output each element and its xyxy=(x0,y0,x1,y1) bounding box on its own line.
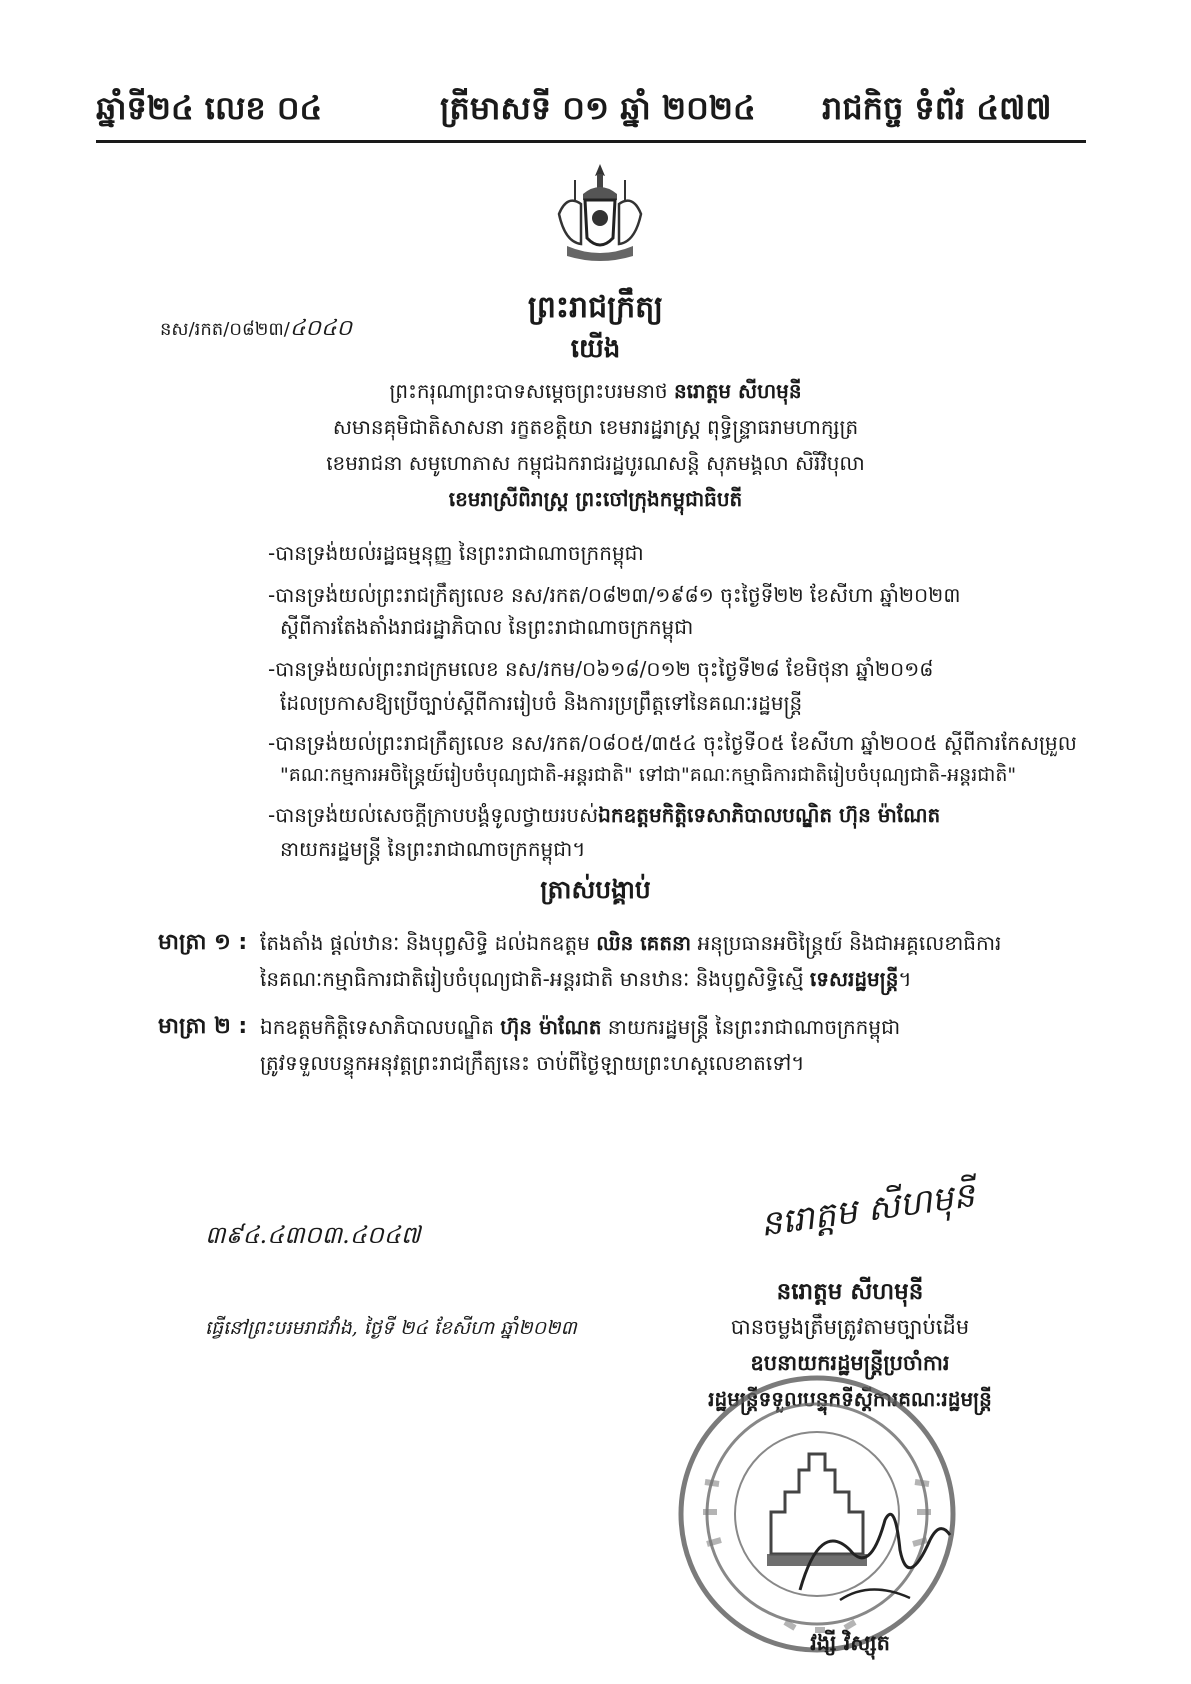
article-1-line-2-end: ។ xyxy=(898,967,912,991)
recital-pm-report xyxy=(268,802,940,832)
recital-constitution: -បានទ្រង់យល់រដ្ឋធម្មនុញ្ញ នៃព្រះរាជាណាចក្រកម្ពុជា xyxy=(268,541,644,565)
minister-title: រដ្ឋមន្ត្រីទទួលបន្ទុកទីស្តីការគណៈរដ្ឋមន្ត្រី xyxy=(708,1387,992,1411)
recital-law-2018: -បានទ្រង់យល់ព្រះរាជក្រមលេខ នស/រកម/០៦១៨/០១២ ចុះថ្ងៃទី២៨ ខែមិថុនា ឆ្នាំ២០១៨ xyxy=(268,657,934,681)
article-2-label: មាត្រា ២ : xyxy=(158,1014,248,1039)
header-divider xyxy=(96,140,1086,143)
place-and-date: ធ្វើនៅព្រះបរមរាជវាំង, ថ្ងៃទី ២៤ ខែសីហា ឆ្នាំ២០២៣ xyxy=(205,1317,577,1339)
appointee-name: ឈិន គេតនា xyxy=(596,931,692,955)
recital-decree-2005: -បានទ្រង់យល់ព្រះរាជក្រឹត្យលេខ នស/រកត/០៨០៥/៣៥៤ ចុះថ្ងៃទី០៥ ខែសីហា ឆ្នាំ២០០៥ ស្តីពីការកែសម្រួល xyxy=(268,731,1077,755)
gazette-page: រាជកិច្ច ទំព័រ ៤៧៧ xyxy=(822,89,1052,127)
recital-decree-1981-cont: ស្តីពីការតែងតាំងរាជរដ្ឋាភិបាល នៃព្រះរាជាណាចក្រកម្ពុជា xyxy=(280,615,694,639)
article-1-line-2 xyxy=(260,966,912,996)
article-1-line-1 xyxy=(260,930,1001,960)
article-2-text: ឯកឧត្តមកិត្តិទេសាភិបាលបណ្ឌិត xyxy=(260,1015,501,1039)
royal-we: យើង xyxy=(570,334,621,364)
recital-law-2018-cont: ដែលប្រកាសឱ្យប្រើច្បាប់ស្តីពីការរៀបចំ និងការប្រព្រឹត្តទៅនៃគណៈរដ្ឋមន្ត្រី xyxy=(280,691,803,715)
article-2-text-end: នាយករដ្ឋមន្ត្រី នៃព្រះរាជាណាចក្រកម្ពុជា xyxy=(601,1015,901,1039)
pm-name-bold: ឯកឧត្តមកិត្តិទេសាភិបាលបណ្ឌិត ហ៊ុន ម៉ាណែត xyxy=(598,803,941,827)
recital-pm-report-cont: នាយករដ្ឋមន្ត្រី នៃព្រះរាជាណាចក្រកម្ពុជា។ xyxy=(280,837,586,861)
royal-arms-emblem-icon xyxy=(545,160,655,270)
reference-printed: នស/រកត/០៨២៣/ xyxy=(160,319,290,340)
decree-title: ព្រះរាជក្រឹត្យ xyxy=(527,290,664,325)
recital-decree-1981: -បានទ្រង់យល់ព្រះរាជក្រឹត្យលេខ នស/រកត/០៨២៣/១៩៨១ ចុះថ្ងៃទី២២ ខែសីហា ឆ្នាំ២០២៣ xyxy=(268,583,961,607)
king-name: នរោត្តម សីហមុនី xyxy=(673,379,802,403)
recital-decree-2005-cont: "គណៈកម្មការអចិន្ត្រៃយ៍រៀបចំបុណ្យជាតិ-អន្តរជាតិ" ទៅជា"គណៈកម្មាធិការជាតិរៀបចំបុណ្យជាតិ-អន្តរជាតិ" xyxy=(280,764,1017,786)
certified-copy-line: បានចម្លងត្រឹមត្រូវតាមច្បាប់ដើម xyxy=(730,1315,970,1339)
article-1-text: តែងតាំង ផ្តល់ឋានៈ និងបុព្វសិទ្ធិ ដល់ឯកឧត្តម xyxy=(260,931,597,955)
deputy-pm-title: ឧបនាយករដ្ឋមន្ត្រីប្រចាំការ xyxy=(750,1351,950,1375)
article-2-label-wrap xyxy=(158,1012,247,1044)
article-2-line-2: ត្រូវទទួលបន្ទុកអនុវត្តព្រះរាជក្រឹត្យនេះ ចាប់ពីថ្ងៃឡាយព្រះហស្តលេខាតទៅ។ xyxy=(260,1051,805,1075)
royal-name: នរោត្តម សីហមុនី xyxy=(776,1279,924,1305)
minister-signature-icon xyxy=(780,1480,960,1620)
rank-title: ទេសរដ្ឋមន្ត្រី xyxy=(809,967,899,991)
article-1-line-2-text: នៃគណៈកម្មាធិការជាតិរៀបចំបុណ្យជាតិ-អន្តរជាតិ មានឋានៈ និងបុព្វសិទ្ធិស្មើ xyxy=(260,967,810,991)
pm-name: ហ៊ុន ម៉ាណែត xyxy=(500,1015,602,1039)
preamble-line-3: ខេមរាជនា សមូហោភាស កម្ពុជឯករាជរដ្ឋបូរណសន្តិ សុភមង្គលា សិរីវិបុលា xyxy=(326,451,865,475)
minister-name: វង្សី វិស្សុត xyxy=(810,1631,890,1655)
gazette-year-issue: ឆ្នាំទី២៤ លេខ ០៤ xyxy=(96,89,323,127)
preamble-line-2: សមានគុមិជាតិសាសនា រក្ខតខត្តិយា ខេមរារដ្ឋរាស្ត្រ ពុទ្ធិន្ទ្រាធរាមហាក្សត្រ xyxy=(332,415,859,439)
order-heading: ត្រាស់បង្គាប់ xyxy=(540,875,651,904)
gazette-quarter: ត្រីមាសទី ០១ ឆ្នាំ ២០២៤ xyxy=(440,89,756,127)
handwritten-registration-number: ៣៩៤.៤៣០៣.៤០៤៧ xyxy=(205,1221,421,1249)
article-2-line-1 xyxy=(260,1014,900,1044)
preamble-line-1 xyxy=(0,378,1191,408)
preamble-line-1-text: ព្រះករុណាព្រះបាទសម្តេចព្រះបរមនាថ xyxy=(389,379,674,403)
article-1-text-end: អនុប្រធានអចិន្ត្រៃយ៍ និងជាអគ្គលេខាធិការ xyxy=(691,931,1002,955)
article-1-label-wrap xyxy=(158,928,247,960)
article-1-label: មាត្រា ១ : xyxy=(158,930,248,955)
reference-handwritten: ៤០៤០ xyxy=(289,316,353,341)
preamble-line-4: ខេមរាស្រីពិរាស្ត្រ ព្រះចៅក្រុងកម្ពុជាធិបតី xyxy=(448,487,743,511)
recital-pm-report-text: -បានទ្រង់យល់សេចក្តីក្រាបបង្គំទូលថ្វាយរបស់ xyxy=(268,803,599,827)
royal-signature: នរោត្តម សីហមុនី xyxy=(757,1175,978,1245)
